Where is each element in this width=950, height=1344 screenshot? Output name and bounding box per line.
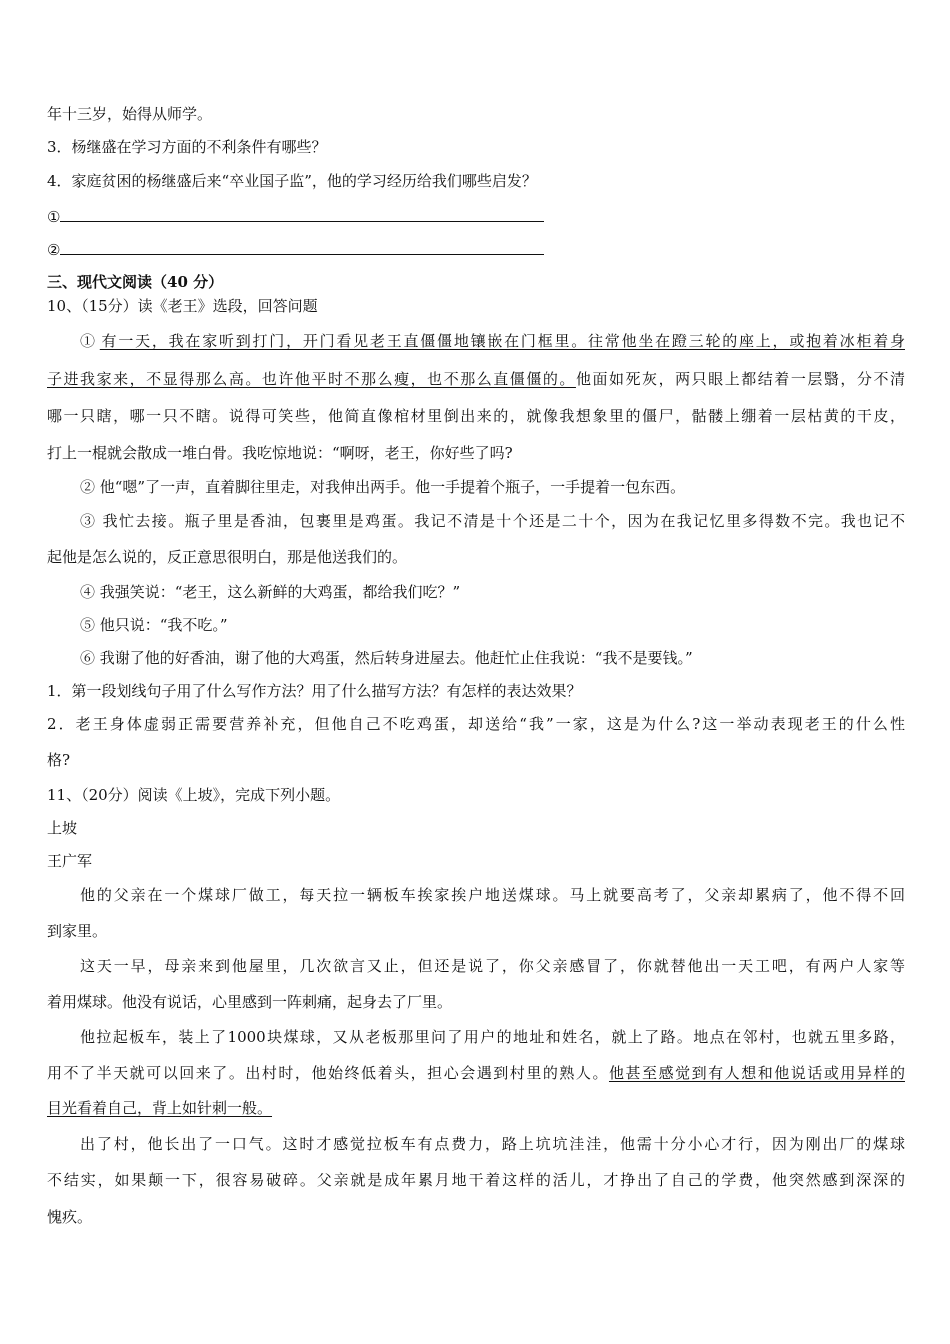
paragraph-line: 不结实，如果颠一下，很容易破碎。父亲就是成年累月地干着这样的活儿，才挣出了自己的学费，他突然感到深深的 [47, 1171, 905, 1189]
story-author: 王广军 [47, 852, 93, 870]
text-span: 用不了半天就可以回来了。出村时，他始终低着头，担心会遇到村里的熟人。 [47, 1064, 609, 1082]
text-span: 他面如死灰，两只眼上都结着一层翳，分不清 [575, 370, 905, 388]
question-11: 11、（20分）阅读《上坡》，完成下列小题。 [47, 786, 341, 804]
paragraph-line: ③ 我忙去接。瓶子里是香油，包裹里是鸡蛋。我记不清是十个还是二十个，因为在我记忆里多得数不完。我也记不 [80, 512, 905, 530]
answer-marker: ② [47, 241, 61, 259]
answer-line-1 [47, 205, 544, 227]
answer-blank[interactable] [60, 205, 544, 222]
section-heading: 三、现代文阅读（40 分） [47, 273, 224, 291]
paragraph-2: ② 他“嗯”了一声，直着脚往里走，对我伸出两手。他一手提着个瓶子，一手提着一包东西。 [80, 478, 686, 496]
question-3: 3．杨继盛在学习方面的不利条件有哪些？ [47, 138, 327, 156]
paragraph-line: 打上一棍就会散成一堆白骨。我吃惊地说：“啊呀，老王，你好些了吗? [47, 444, 513, 462]
underlined-sentence: 有一天，我在家听到打门，开门看见老王直僵僵地镶嵌在门框里。往常他坐在蹬三轮的座上，或抱着冰柜着身 [99, 332, 905, 350]
question-10-2-cont: 格? [47, 751, 71, 769]
question-10: 10、（15分）读《老王》选段，回答问题 [47, 297, 318, 315]
story-title: 上坡 [47, 819, 78, 837]
paragraph-line: 出了村，他长出了一口气。这时才感觉拉板车有点费力，路上坑坑洼洼，他需十分小心才行，因为刚出厂的煤球 [80, 1135, 905, 1153]
paragraph-line: 哪一只瞎，哪一只不瞎。说得可笑些，他简直像棺材里倒出来的，就像我想象里的僵尸，骷髅上绷着一层枯黄的干皮， [47, 407, 905, 425]
underlined-sentence: 目光看着自己，背上如针刺一般。 [47, 1099, 273, 1117]
answer-blank[interactable] [60, 238, 544, 255]
text-line: 年十三岁，始得从师学。 [47, 105, 213, 123]
answer-line-2 [47, 238, 544, 260]
paragraph-line: 着用煤球。他没有说话，心里感到一阵刺痛，起身去了厂里。 [47, 993, 453, 1011]
paragraph-line: 他拉起板车，装上了1000块煤球，又从老板那里问了用户的地址和姓名，就上了路。地点在邻村，也就五里多路， [80, 1028, 905, 1046]
answer-marker: ① [47, 208, 61, 226]
underlined-sentence: 他甚至感觉到有人想和他说话或用异样的 [608, 1064, 905, 1082]
paragraph-line [47, 369, 905, 389]
paragraph-number: ① [80, 332, 97, 350]
question-4: 4．家庭贫困的杨继盛后来“卒业国子监”，他的学习经历给我们哪些启发？ [47, 172, 537, 190]
paragraph-line: 起他是怎么说的，反正意思很明白，那是他送我们的。 [47, 548, 408, 566]
question-10-1: 1．第一段划线句子用了什么写作方法？用了什么描写方法？有怎样的表达效果？ [47, 682, 582, 700]
paragraph-5: ⑤ 他只说：“我不吃。” [80, 616, 228, 634]
paragraph-6: ⑥ 我谢了他的好香油，谢了他的大鸡蛋，然后转身进屋去。他赶忙止住我说：“我不是要钱。” [80, 649, 693, 667]
paragraph-line: 这天一早，母亲来到他屋里，几次欲言又止，但还是说了，你父亲感冒了，你就替他出一天工吧，有两户人家等 [80, 957, 905, 975]
paragraph-line [47, 1063, 905, 1083]
paragraph-line: 他的父亲在一个煤球厂做工，每天拉一辆板车挨家挨户地送煤球。马上就要高考了，父亲却累病了，他不得不回 [80, 886, 905, 904]
paragraph-4: ④ 我强笑说：“老王，这么新鲜的大鸡蛋，都给我们吃？” [80, 583, 461, 601]
paragraph-line [47, 1098, 272, 1118]
paragraph-line [80, 331, 905, 351]
paragraph-line: 到家里。 [47, 922, 108, 940]
underlined-sentence: 子进我家来，不显得那么高。也许他平时不那么瘦，也不那么直僵僵的。 [47, 370, 576, 388]
question-10-2: 2．老王身体虚弱正需要营养补充，但他自己不吃鸡蛋，却送给“我”一家，这是为什么?这一举动表现老王的什么性 [47, 715, 905, 733]
paragraph-line: 愧疚。 [47, 1208, 93, 1226]
